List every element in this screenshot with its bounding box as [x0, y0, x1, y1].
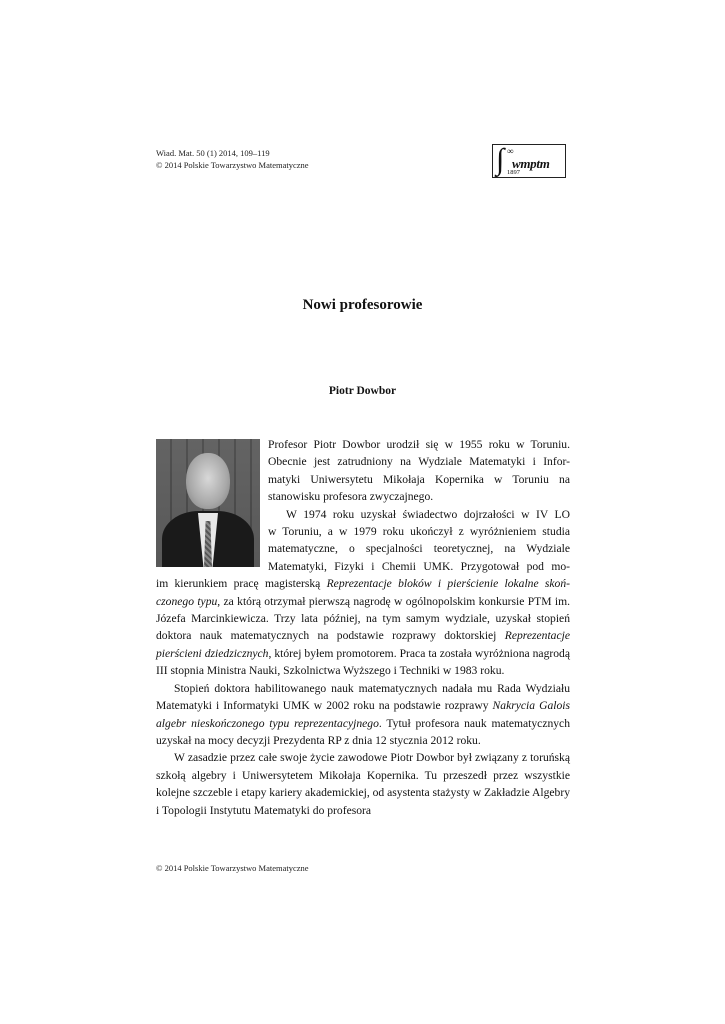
- wmptm-logo: [492, 144, 566, 178]
- journal-header: [156, 147, 309, 171]
- infinity-symbol: ∞: [507, 146, 514, 156]
- paragraph-2-continued: im kierunkiem pracę magisterską Reprezentacje bloków i pierścienie lokalne skończonego typu, za którą otrzymał pierwszą nagrodę w ogólnopolskim konkursie PTM im. Józefa Marcinkiewicza. Trzy lata później, na tym samym wydziale, uzyskał stopień doktora nauk matematycznych na podstawie rozprawy doktorskiej Reprezentacje pierścieni dziedzicznych, której byłem promotorem. Praca ta została wyróżniona nagrodą III stopnia Ministra Nauki, Szkolnictwa Wyższego i Techniki w 1983 roku.: [156, 577, 570, 678]
- paragraph-2-line-2: w Toruniu, a w 1979 roku ukończył z wyróżnieniem studia: [268, 525, 570, 539]
- thesis-title-doctoral: Reprezentacje pierścieni dziedzicznych: [156, 629, 570, 660]
- paragraph-2-line-4: Matematyki, Fizyki i Chemii UMK. Przygotował pod mo-: [268, 559, 570, 573]
- paragraph-1-line-4: stanowisku profesora zwyczajnego.: [268, 490, 434, 504]
- habilitation-title: Nakrycia Galois algebr nieskończonego typu reprezentacyjnego: [156, 699, 570, 730]
- paragraph-3: Stopień doktora habilitowanego nauk matematycznych nadała mu Rada Wydziału Matematyki i Informatyki UMK w 2002 roku na podstawie rozprawy Nakrycia Galois algebr nieskończonego typu reprezentacyjnego. Tytuł profesora nauk matematycznych uzyskał na mocy decyzji Prezydenta RP z dnia 12 stycznia 2012 roku.: [156, 681, 570, 747]
- paragraph-2-line-3: matematyczne, o specjalności teoretycznej, na Wydziale: [268, 542, 570, 556]
- section-title: Nowi profesorowie: [302, 297, 423, 313]
- logo-year: 1897: [507, 169, 520, 176]
- paragraph-2-line-1: W 1974 roku uzyskał świadectwo dojrzałości w IV LO: [286, 507, 570, 521]
- integral-symbol: ∫: [496, 143, 505, 176]
- paragraph-4: W zasadzie przez całe swoje życie zawodowe Piotr Dowbor był związany z toruńską szkołą algebry i Uniwersytetem Mikołaja Kopernika. Tu przeszedł przez wszystkie kolejne szczeble i etapy kariery akademickiej, od asystenta stażysty w Zakładzie Algebry i Topologii Instytutu Matematyki do profesora: [156, 751, 570, 817]
- journal-reference: Wiad. Mat. 50 (1) 2014, 109–119: [156, 148, 270, 158]
- article-body: [156, 436, 570, 819]
- thesis-title-masters: Reprezentacje bloków i pierścienie lokalne skończonego typu: [156, 577, 570, 608]
- person-name: Piotr Dowbor: [328, 385, 397, 397]
- header-copyright: © 2014 Polskie Towarzystwo Matematyczne: [156, 160, 309, 170]
- paragraph-1-line-2: Obecnie jest zatrudniony na Wydziale Matematyki i Infor-: [268, 455, 570, 469]
- paragraph-1-line-3: matyki Uniwersytetu Mikołaja Kopernika w Toruniu na: [268, 472, 570, 486]
- footer-copyright: © 2014 Polskie Towarzystwo Matematyczne: [156, 863, 309, 873]
- paragraph-1-line-1: Profesor Piotr Dowbor urodził się w 1955 roku w Toruniu.: [268, 438, 570, 451]
- logo-brand: wmptm: [512, 156, 550, 171]
